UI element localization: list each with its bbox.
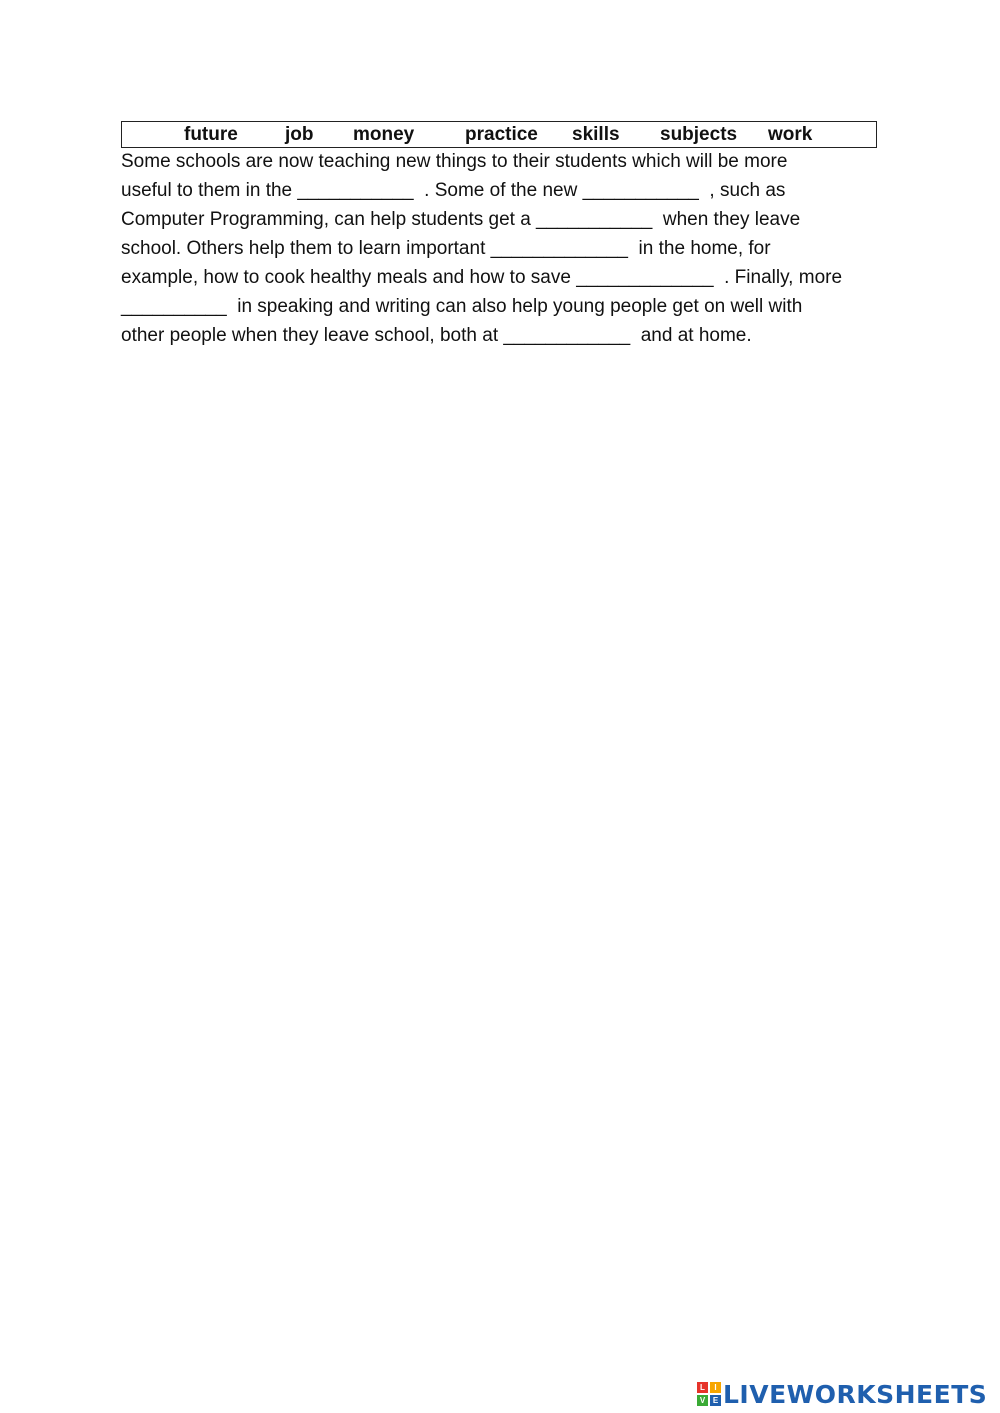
liveworksheets-logo <box>697 1378 987 1410</box>
passage-line: Computer Programming, can help students get a ___________ when they leave <box>121 209 801 230</box>
logo-tile: E <box>710 1395 721 1406</box>
passage-line: school. Others help them to learn important _____________ in the home, for <box>121 238 771 259</box>
word-bank-item: skills <box>572 124 620 145</box>
logo-tile: L <box>697 1382 708 1393</box>
word-bank-item: job <box>285 124 314 145</box>
word-bank <box>121 121 877 148</box>
passage-line: useful to them in the ___________ . Some of the new ___________ , such as <box>121 180 786 201</box>
passage-line: example, how to cook healthy meals and how to save _____________ . Finally, more <box>121 267 843 288</box>
passage-line: other people when they leave school, both at ____________ and at home. <box>121 325 752 346</box>
logo-text: LIVEWORKSHEETS <box>723 1379 988 1409</box>
word-bank-item: money <box>353 124 415 145</box>
logo-tile: V <box>697 1395 708 1406</box>
passage-line: __________ in speaking and writing can also help young people get on well with <box>121 296 803 317</box>
word-bank-item: practice <box>465 124 538 145</box>
word-bank-item: work <box>768 124 813 145</box>
word-bank-item: subjects <box>660 124 738 145</box>
logo-tile: I <box>710 1382 721 1393</box>
word-bank-item: future <box>184 124 238 145</box>
logo-tiles-icon <box>697 1382 721 1406</box>
passage-line: Some schools are now teaching new things to their students which will be more <box>121 151 788 172</box>
